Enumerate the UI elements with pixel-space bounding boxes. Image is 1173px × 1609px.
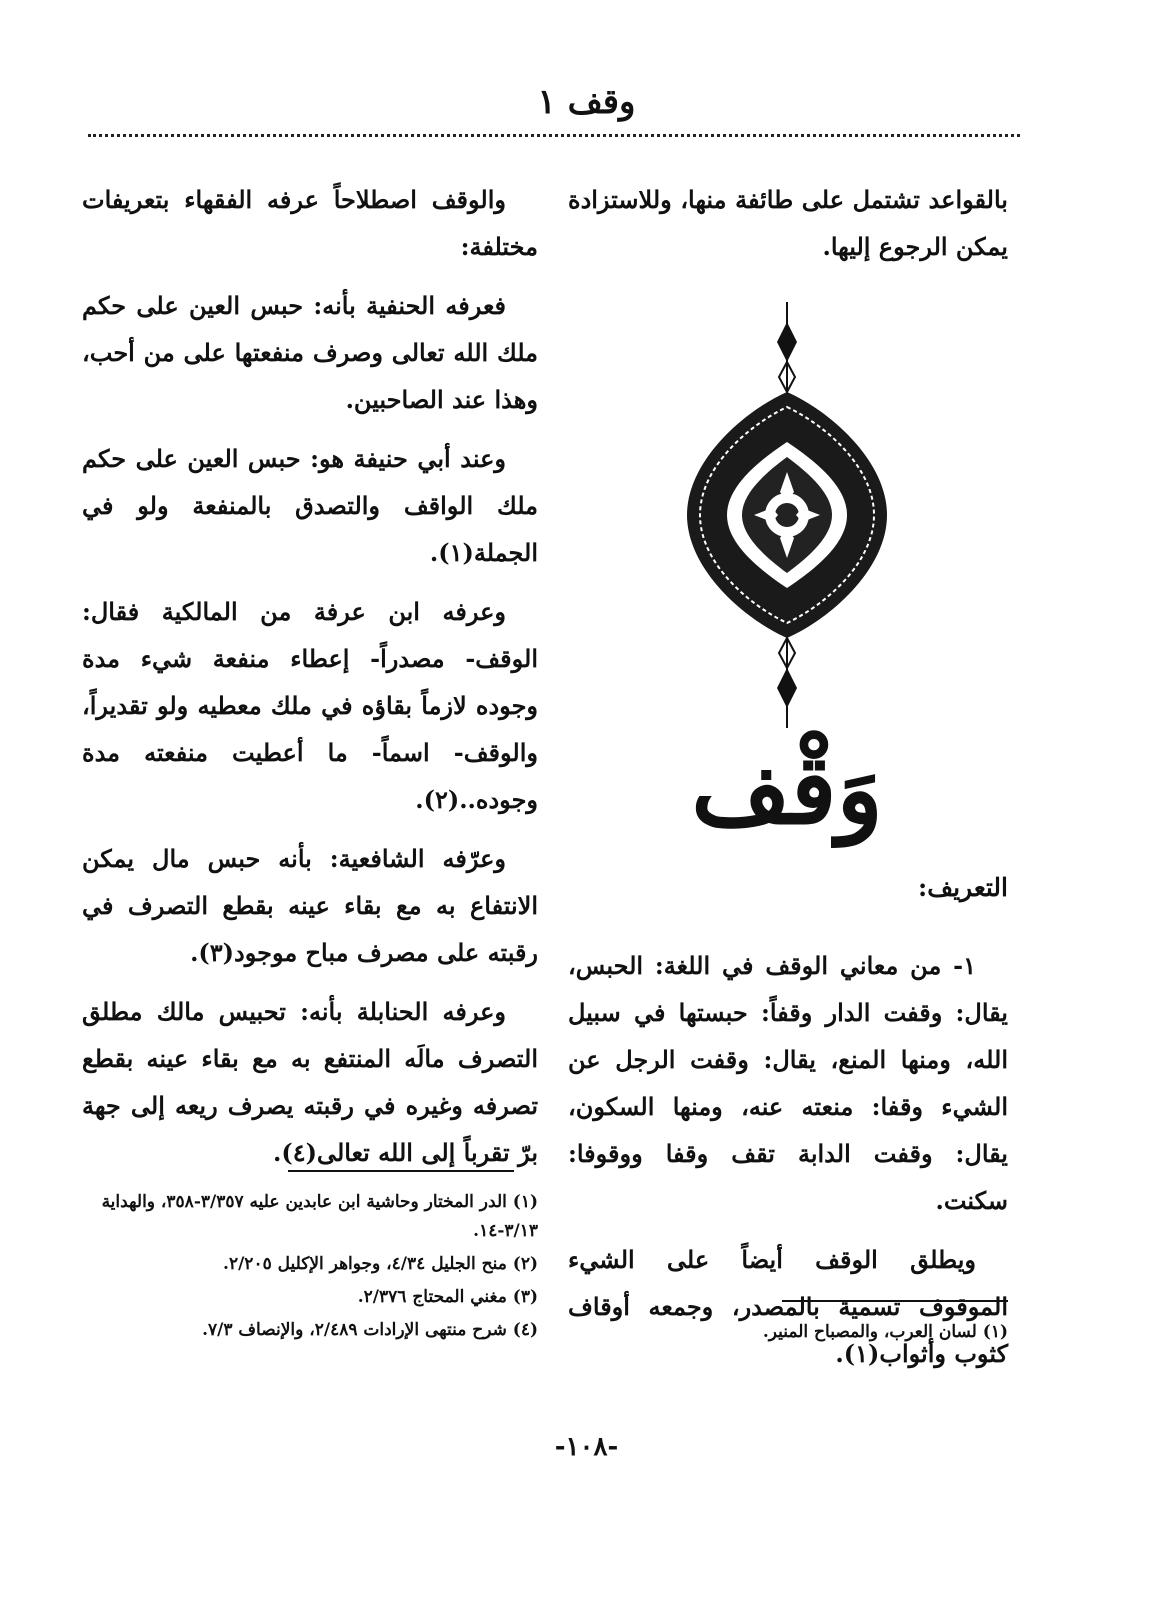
footnote-item: (١) لسان العرب، والمصباح المنير. bbox=[762, 1322, 1008, 1342]
footnote-item: (٢) منح الجليل ٤/٣٤، وجواهر الإكليل ٢/٢٠٥. bbox=[223, 1254, 538, 1274]
footnotes-right bbox=[568, 1318, 1008, 1351]
footnote-rule-left bbox=[288, 1170, 514, 1172]
entry-title: وَقْف bbox=[691, 733, 883, 846]
left-column bbox=[82, 176, 538, 1188]
footnote-rule-right bbox=[782, 1300, 1008, 1302]
footnote-item: (٤) شرح منتهى الإرادات ٢/٤٨٩، والإنصاف ٧/٣. bbox=[202, 1320, 538, 1340]
islamic-ornament-medallion-icon bbox=[682, 302, 892, 728]
footnote-item: (٣) مغني المحتاج ٢/٣٧٦. bbox=[357, 1287, 538, 1307]
right-column bbox=[568, 176, 1008, 282]
left-paragraph-6: وعرفه الحنابلة بأنه: تحبيس مالك مطلق التصرف مالَه المنتفع به مع بقاء عينه بقطع تصرفه وغيره في رقبته يصرف ريعه إلى جهة برّ تقرباً إلى الله تعالى(٤). bbox=[82, 997, 538, 1167]
right-column-body bbox=[568, 868, 1008, 1389]
page-number: -١٠٨- bbox=[554, 1432, 619, 1462]
left-paragraph-1: والوقف اصطلاحاً عرفه الفقهاء بتعريفات مختلفة: bbox=[82, 185, 538, 261]
definition-paragraph-1: ١- من معاني الوقف في اللغة: الحبس، يقال: وقفت الدار وقفاً: حبستها في سبيل الله، ومنها المنع، يقال: وقفت الرجل عن الشيء وقفا: منعته عنه، ومنها السكون، يقال: وقفت الدابة تقف وقفا ووقوفا: سكنت. bbox=[568, 951, 1008, 1215]
header-dotted-rule bbox=[88, 134, 1020, 137]
left-paragraph-4: وعرفه ابن عرفة من المالكية فقال: الوقف- مصدراً- إعطاء منفعة شيء مدة وجوده لازماً بقاؤه في ملك معطيه ولو تقديراً، والوقف- اسماً- ما أعطيت منفعته مدة وجوده..(٢). bbox=[82, 597, 538, 814]
footnote-item: (١) الدر المختار وحاشية ابن عابدين عليه ٣/٣٥٧-٣٥٨، والهداية ٣/١٣-١٤. bbox=[101, 1192, 538, 1241]
left-paragraph-2: فعرفه الحنفية بأنه: حبس العين على حكم ملك الله تعالى وصرف منفعتها على من أحب، وهذا عند الصاحبين. bbox=[82, 291, 538, 414]
definition-paragraph-2: ويطلق الوقف أيضاً على الشيء الموقوف تسمية بالمصدر، وجمعه أوقاف كثوب وأثواب(١). bbox=[568, 1245, 1008, 1368]
left-paragraph-3: وعند أبي حنيفة هو: حبس العين على حكم ملك الواقف والتصدق بالمنفعة ولو في الجملة(١). bbox=[82, 444, 538, 567]
page-header-title: وقف ١ bbox=[537, 82, 636, 122]
intro-paragraph: بالقواعد تشتمل على طائفة منها، وللاستزادة يمكن الرجوع إليها. bbox=[568, 185, 1008, 261]
section-heading: التعريف: bbox=[917, 873, 1008, 902]
footnotes-left bbox=[82, 1188, 538, 1349]
left-paragraph-5: وعرّفه الشافعية: بأنه حبس مال يمكن الانتفاع به مع بقاء عينه بقطع التصرف في رقبته على مصرف مباح موجود(٣). bbox=[82, 844, 538, 967]
